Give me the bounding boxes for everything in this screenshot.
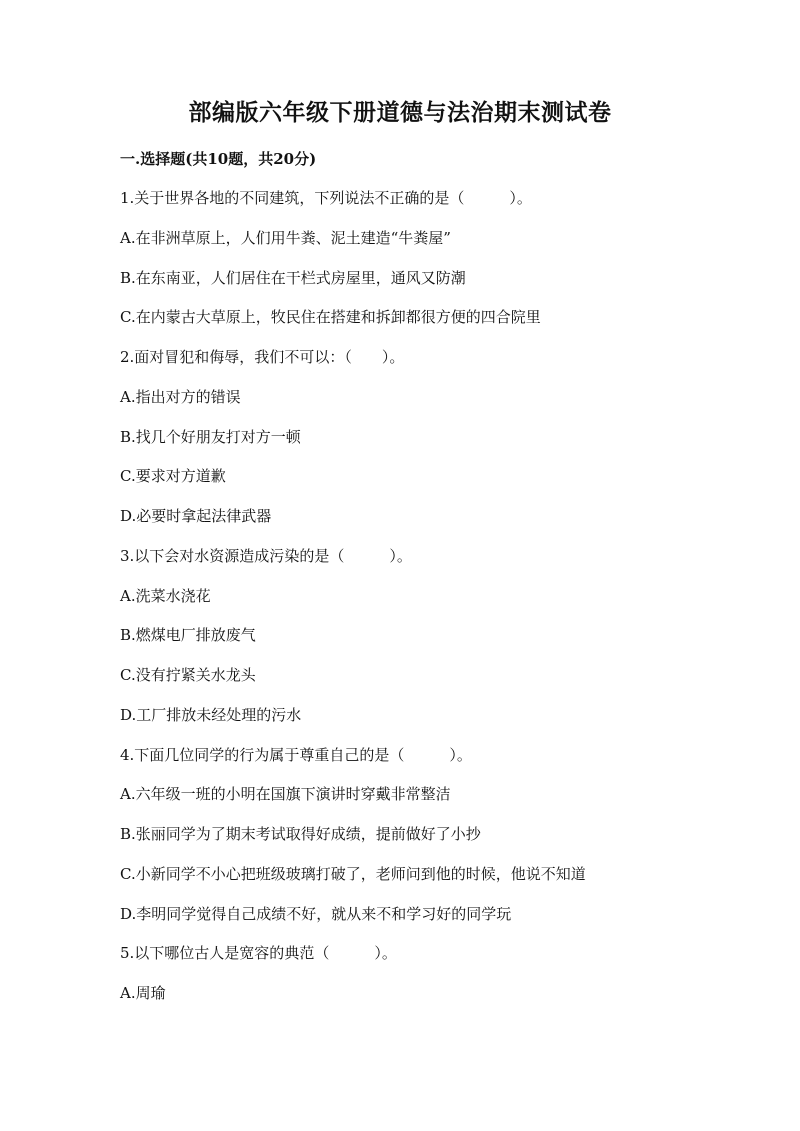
option-line: B.找几个好朋友打对方一顿 [120, 427, 301, 446]
option-line: D.工厂排放未经处理的污水 [120, 705, 302, 724]
question-line: 2.面对冒犯和侮辱，我们不可以：（ ）。 [120, 348, 405, 366]
option-line: C.没有拧紧关水龙头 [120, 666, 256, 684]
option-line: C.要求对方道歉 [120, 467, 226, 486]
option-line: D.必要时拿起法律武器 [120, 507, 272, 525]
option-line: B.燃煤电厂排放废气 [120, 626, 256, 645]
option-line: C.在内蒙古大草原上，牧民住在搭建和拆卸都很方便的四合院里 [120, 308, 541, 327]
question-line: 5.以下哪位古人是宽容的典范（ ）。 [120, 944, 397, 963]
option-line: D.李明同学觉得自己成绩不好，就从来不和学习好的同学玩 [120, 904, 512, 923]
page-title: 部编版六年级下册道德与法治期末测试卷 [188, 99, 612, 126]
option-line: A.六年级一班的小明在国旗下演讲时穿戴非常整洁 [120, 785, 451, 804]
question-line: 3.以下会对水资源造成污染的是（ ）。 [120, 546, 412, 565]
option-line: A.在非洲草原上，人们用牛粪、泥土建造“牛粪屋” [120, 228, 451, 247]
option-line: B.张丽同学为了期末考试取得好成绩，提前做好了小抄 [120, 825, 481, 843]
option-line: A.洗菜水浇花 [120, 586, 211, 605]
question-list [120, 187, 740, 1022]
question-line: 4.下面几位同学的行为属于尊重自己的是（ ）。 [120, 745, 472, 764]
option-line: A.周瑜 [120, 984, 166, 1002]
section-heading: 一.选择题(共10题，共20分) [120, 150, 317, 168]
option-line: C.小新同学不小心把班级玻璃打破了，老师问到他的时候，他说不知道 [120, 864, 586, 883]
option-line: A.指出对方的错误 [120, 387, 241, 406]
question-line: 1.关于世界各地的不同建筑，下列说法不正确的是（ ）。 [120, 189, 532, 207]
option-line: B.在东南亚，人们居住在干栏式房屋里，通风又防潮 [120, 268, 466, 287]
